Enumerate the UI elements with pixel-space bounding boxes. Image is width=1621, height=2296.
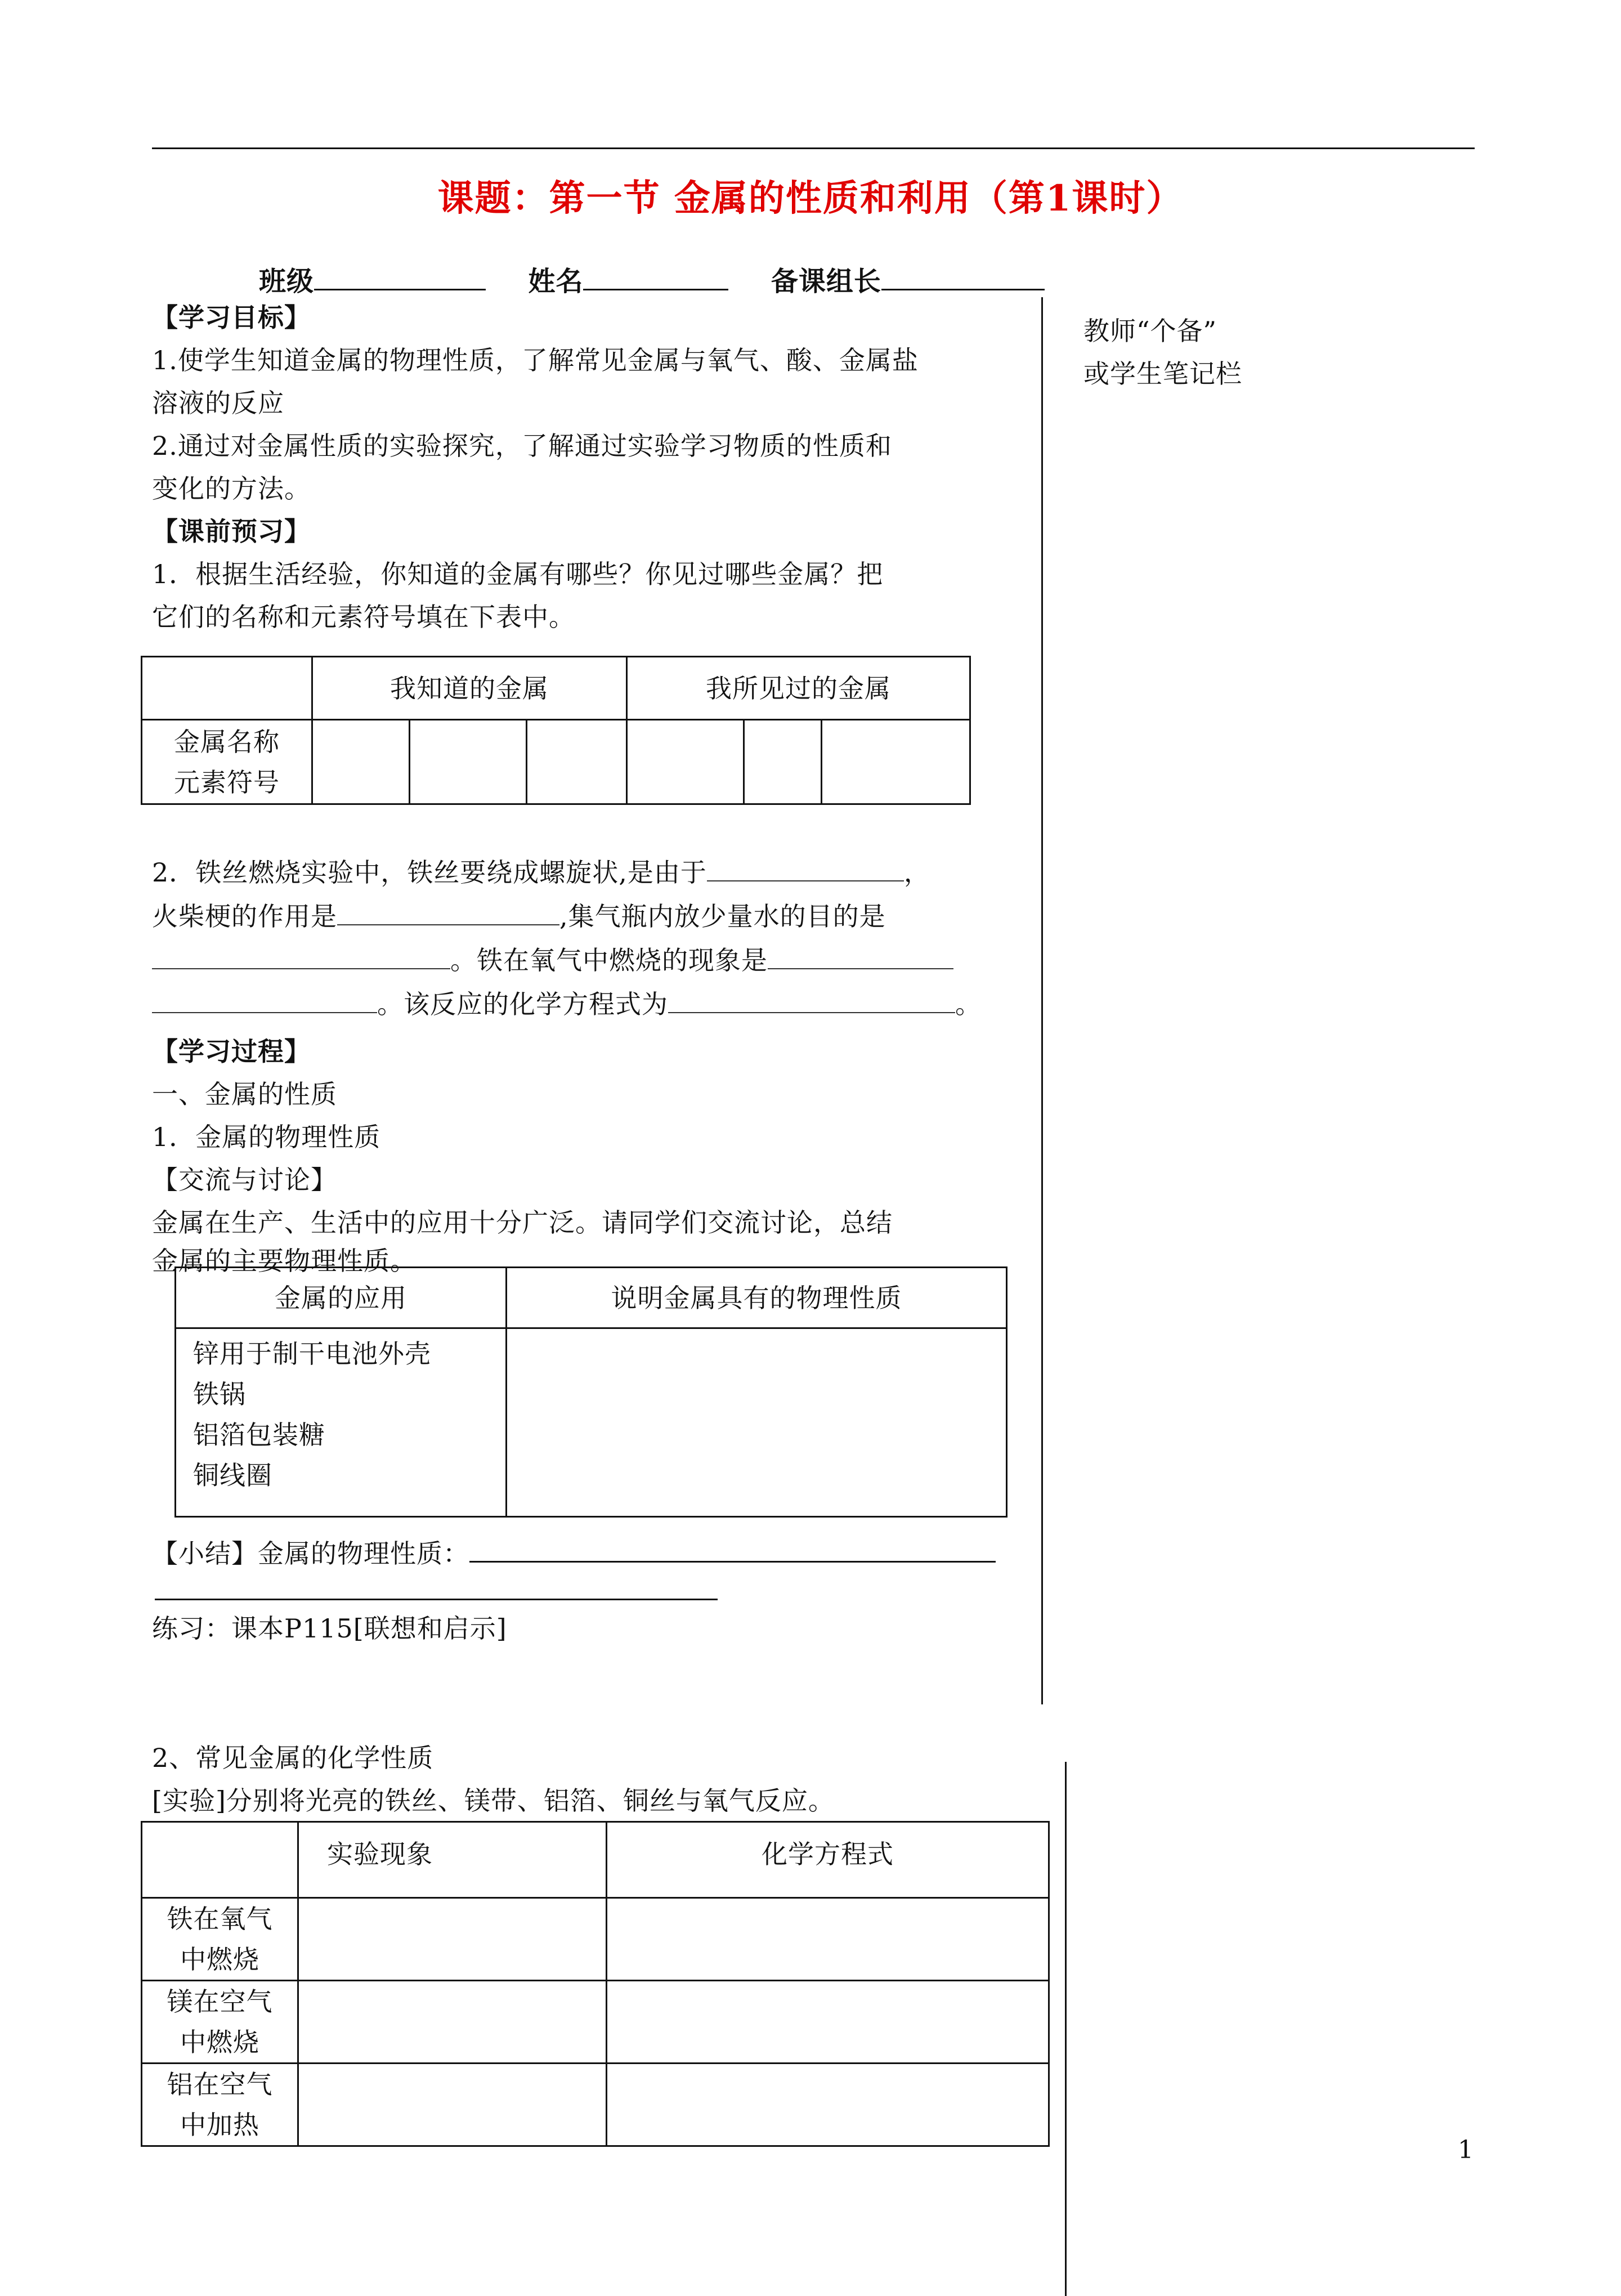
objectives-heading: 【学习目标】 [152, 302, 311, 333]
row-iron [142, 1898, 298, 1981]
row-aluminum-line2: 中加热 [180, 2110, 259, 2140]
process-section [152, 1030, 893, 1278]
row-label [142, 720, 312, 804]
q2-comma: ， [903, 857, 930, 888]
blank-equation[interactable] [668, 982, 955, 1013]
discuss-line1: 金属在生产、生活中的应用十分广泛。请同学们交流讨论，总结 [152, 1207, 893, 1238]
known-cell-3[interactable] [527, 720, 627, 804]
seen-cell-3[interactable] [822, 720, 970, 804]
q2-text-1: 2．铁丝燃烧实验中，铁丝要绕成螺旋状,是由于 [152, 857, 707, 888]
page-title: 课题：第一节 金属的性质和利用（第1课时） [437, 177, 1184, 220]
preview-heading: 【课前预习】 [152, 516, 311, 547]
aluminum-equation-cell[interactable] [607, 2064, 1049, 2146]
q2-line2 [152, 894, 982, 938]
application-item: 铁锅 [193, 1379, 246, 1409]
q2-text-4: 。铁在氧气中燃烧的现象是 [450, 945, 768, 975]
iron-phenomenon-cell[interactable] [298, 1898, 607, 1981]
chemical-table [141, 1821, 1050, 2147]
row-iron-line2: 中燃烧 [180, 1944, 259, 1975]
chemical-table-corner [142, 1822, 298, 1898]
blank-spiral-reason[interactable] [707, 850, 904, 881]
preview-q2 [152, 850, 982, 1026]
physical-property-table [174, 1266, 1007, 1518]
header-equation: 化学方程式 [607, 1822, 1049, 1898]
summary-field-continuation[interactable] [155, 1599, 718, 1600]
name-label: 姓名 [528, 266, 584, 297]
chemical-section [152, 1736, 835, 1822]
name-field[interactable] [583, 256, 728, 290]
row-label-name: 金属名称 [174, 726, 280, 757]
q2-text-2: 火柴梗的作用是 [152, 901, 337, 932]
row-magnesium [142, 1981, 298, 2064]
header-phenomenon: 实验现象 [298, 1822, 607, 1898]
header-application: 金属的应用 [176, 1268, 507, 1328]
section-1-title: 一、金属的性质 [152, 1079, 337, 1109]
q2-text-5: 。该反应的化学方程式为 [377, 989, 668, 1019]
class-label: 班级 [259, 266, 315, 297]
header-seen-metals: 我所见过的金属 [627, 657, 970, 720]
preview-table [141, 656, 971, 805]
seen-cell-1[interactable] [627, 720, 744, 804]
preview-table-corner [142, 657, 312, 720]
q2-text-3: ,集气瓶内放少量水的目的是 [559, 901, 886, 932]
blank-match-role[interactable] [337, 894, 559, 925]
q2-line4 [152, 982, 982, 1026]
practice-line: 练习：课本P115[联想和启示] [152, 1613, 507, 1644]
header-known-metals: 我知道的金属 [312, 657, 627, 720]
leader-label: 备课组长 [771, 266, 881, 297]
side-note-line2: 或学生笔记栏 [1083, 359, 1242, 389]
preview-q1-line2: 它们的名称和元素符号填在下表中。 [152, 602, 575, 632]
preview-q1-line1: 1．根据生活经验，你知道的金属有哪些？你见过哪些金属？把 [152, 559, 884, 589]
header-rule [152, 147, 1475, 149]
aluminum-phenomenon-cell[interactable] [298, 2064, 607, 2146]
magnesium-phenomenon-cell[interactable] [298, 1981, 607, 2064]
discuss-line2: 金属的主要物理性质。 [152, 1246, 417, 1276]
q2-line1 [152, 850, 982, 894]
known-cell-1[interactable] [312, 720, 410, 804]
discuss-heading: 【交流与讨论】 [152, 1165, 337, 1195]
objective-2-line1: 2.通过对金属性质的实验探究，了解通过实验学习物质的性质和 [152, 431, 892, 461]
side-note-line1: 教师“个备” [1083, 316, 1217, 346]
row-magnesium-line2: 中燃烧 [180, 2027, 259, 2057]
row-aluminum [142, 2064, 298, 2146]
side-note [1083, 310, 1242, 395]
application-item: 锌用于制干电池外壳 [193, 1339, 431, 1369]
q2-end: 。 [955, 989, 982, 1019]
experiment-text: [实验]分别将光亮的铁丝、镁带、铝箔、铜丝与氧气反应。 [152, 1785, 835, 1816]
q2-line3 [152, 938, 982, 982]
application-list [176, 1328, 507, 1517]
iron-equation-cell[interactable] [607, 1898, 1049, 1981]
leader-field[interactable] [881, 256, 1045, 290]
objective-2-line2: 变化的方法。 [152, 473, 311, 504]
seen-cell-2[interactable] [744, 720, 822, 804]
blank-phenomenon-b[interactable] [152, 982, 377, 1013]
page-number: 1 [1458, 2136, 1474, 2164]
objectives-section [152, 296, 919, 638]
row-label-symbol: 元素符号 [174, 767, 280, 798]
application-item: 铜线圈 [193, 1460, 272, 1491]
magnesium-equation-cell[interactable] [607, 1981, 1049, 2064]
header-property: 说明金属具有的物理性质 [507, 1268, 1007, 1328]
known-cell-2[interactable] [410, 720, 527, 804]
blank-phenomenon-a[interactable] [768, 938, 953, 969]
row-aluminum-line1: 铝在空气 [167, 2069, 273, 2100]
summary-line [152, 1528, 996, 1575]
objective-1-line1: 1.使学生知道金属的物理性质，了解常见金属与氧气、酸、金属盐 [152, 345, 919, 375]
sub-2-title: 2、常见金属的化学性质 [152, 1743, 434, 1773]
blank-water-purpose[interactable] [152, 938, 450, 969]
objective-1-line2: 溶液的反应 [152, 388, 284, 418]
property-answer-cell[interactable] [507, 1328, 1007, 1517]
notes-column-divider [1041, 297, 1043, 1704]
class-field[interactable] [314, 256, 486, 290]
row-iron-line1: 铁在氧气 [167, 1904, 273, 1934]
process-heading: 【学习过程】 [152, 1036, 311, 1067]
notes-column-divider-lower [1065, 1762, 1067, 2296]
row-magnesium-line1: 镁在空气 [167, 1986, 273, 2017]
application-item: 铝箔包装糖 [193, 1420, 325, 1450]
summary-field[interactable] [469, 1528, 996, 1563]
sub-1-title: 1．金属的物理性质 [152, 1122, 381, 1152]
summary-label: 【小结】金属的物理性质： [152, 1538, 469, 1569]
